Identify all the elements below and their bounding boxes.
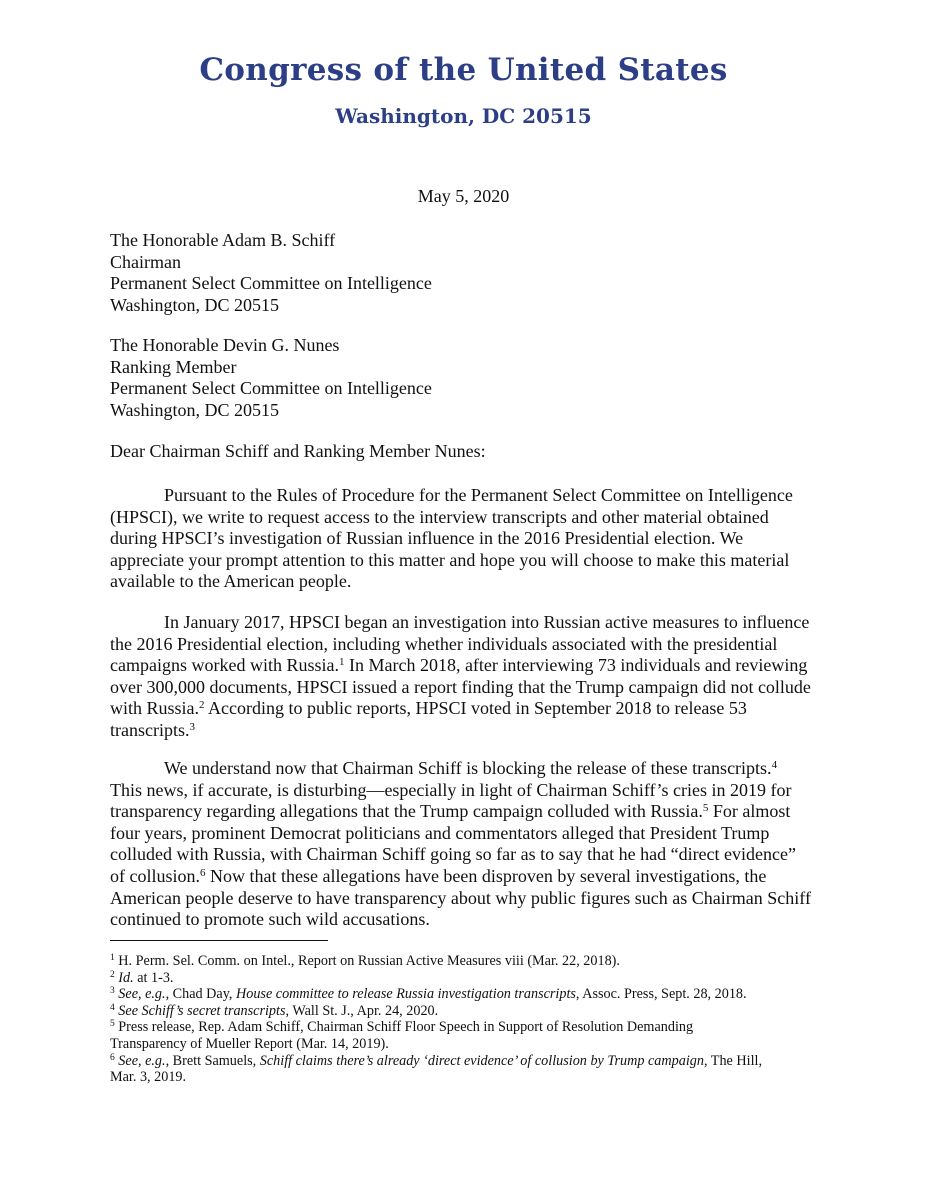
footnote-4 xyxy=(110,1003,830,1020)
recipient-line: Permanent Select Committee on Intelligence xyxy=(110,273,432,294)
footnote-1 xyxy=(110,953,830,970)
footnote-text: at 1-3. xyxy=(133,969,174,986)
footnote-2 xyxy=(110,970,830,987)
line-text: In March 2018, after interviewing 73 individuals and reviewing xyxy=(344,655,808,676)
footnote-text: House committee to release Russia investigation transcripts xyxy=(235,986,576,1003)
line-text: According to public reports, HPSCI voted in September 2018 to release 53 xyxy=(204,698,747,719)
paragraph-line xyxy=(110,866,830,888)
line-text: campaigns worked with Russia. xyxy=(110,655,339,676)
footnote-mark: 5 xyxy=(110,1019,115,1030)
footnote-mark: 1 xyxy=(110,953,115,963)
footnote-text: Id. xyxy=(118,969,134,986)
letterhead-address: Washington, DC 20515 xyxy=(335,104,592,128)
footnote-6 xyxy=(110,1053,830,1070)
paragraph-line xyxy=(110,801,830,823)
recipient-line: The Honorable Devin G. Nunes xyxy=(110,335,340,355)
footnote-6-cont: Mar. 3, 2019. xyxy=(110,1069,187,1086)
footnote-text: See, e.g. xyxy=(118,1052,166,1069)
paragraph-line: appreciate your prompt attention to this matter and hope you will choose to make this material xyxy=(110,549,790,570)
footnote-ref: 1 xyxy=(338,656,345,669)
footnote-ref: 4 xyxy=(771,759,778,771)
footnote-mark: 4 xyxy=(110,1002,115,1013)
paragraph-line xyxy=(110,655,830,677)
recipient-block-nunes xyxy=(110,335,830,421)
footnote-ref: 2 xyxy=(199,699,205,712)
paragraph-line: colluded with Russia, with Chairman Schiff going so far as to say that he had “direct evidence” xyxy=(110,844,796,865)
recipient-line: Permanent Select Committee on Intelligence xyxy=(110,378,432,399)
letterhead-title: Congress of the United States xyxy=(199,52,728,88)
paragraph-line: available to the American people. xyxy=(110,571,352,592)
paragraph-line: four years, prominent Democrat politicians and commentators alleged that President Trump xyxy=(110,822,770,843)
footnote-text: , Assoc. Press, Sept. 28, 2018. xyxy=(575,986,747,1003)
paragraph-line: Pursuant to the Rules of Procedure for the Permanent Select Committee on Intelligence xyxy=(164,485,793,505)
paragraph-line: continued to promote such wild accusations. xyxy=(110,909,430,930)
recipient-line: The Honorable Adam B. Schiff xyxy=(110,230,336,250)
footnote-3 xyxy=(110,986,830,1003)
footnote-mark: 6 xyxy=(110,1052,115,1063)
footnote-ref: 6 xyxy=(200,866,206,879)
paragraph-line: the 2016 Presidential election, including whether individuals associated with the presidential xyxy=(110,633,778,654)
footnote-text: See Schiff’s secret transcripts xyxy=(118,1002,286,1019)
footnote-5-cont: Transparency of Mueller Report (Mar. 14, 2019). xyxy=(110,1035,389,1052)
line-text: Now that these allegations have been disproven by several investigations, the xyxy=(205,865,767,886)
line-text: For almost xyxy=(708,801,791,822)
footnote-5 xyxy=(110,1019,830,1036)
line-text: of collusion. xyxy=(110,865,200,886)
recipient-block-schiff xyxy=(110,230,830,316)
footnote-ref: 5 xyxy=(702,802,709,815)
recipient-line: Washington, DC 20515 xyxy=(110,294,280,315)
body-paragraph-1 xyxy=(110,485,830,593)
body-paragraph-2 xyxy=(110,612,830,742)
paragraph-line xyxy=(110,720,830,742)
footnote-text: H. Perm. Sel. Comm. on Intel., Report on Russian Active Measures viii (Mar. 22, 2018). xyxy=(118,953,620,969)
body-paragraph-3 xyxy=(110,758,830,931)
line-text: with Russia. xyxy=(110,698,200,719)
footnote-ref: 3 xyxy=(189,720,195,733)
footnote-mark: 3 xyxy=(110,986,115,997)
footnote-text: , The Hill, xyxy=(703,1052,763,1069)
footnote-mark: 2 xyxy=(110,969,115,980)
footnote-text: See, e.g. xyxy=(118,986,166,1003)
paragraph-line: In January 2017, HPSCI began an investigation into Russian active measures to influence xyxy=(164,612,810,632)
paragraph-line xyxy=(110,758,830,780)
line-text: We understand now that Chairman Schiff is blocking the release of these transcripts. xyxy=(164,758,772,778)
paragraph-line: American people deserve to have transparency about why public figures such as Chairman Schiff xyxy=(110,887,811,908)
salutation xyxy=(110,441,830,463)
footnote-text: , Wall St. J., Apr. 24, 2020. xyxy=(285,1002,439,1019)
letter-date: May 5, 2020 xyxy=(417,186,510,206)
footnote-text: , Chad Day, xyxy=(165,986,236,1003)
line-text: transcripts. xyxy=(110,719,190,740)
footnote-text: , Brett Samuels, xyxy=(165,1052,260,1069)
salutation-text: Dear Chairman Schiff and Ranking Member Nunes: xyxy=(110,441,486,461)
paragraph-line: over 300,000 documents, HPSCI issued a report finding that the Trump campaign did not collude xyxy=(110,676,811,697)
paragraph-line: This news, if accurate, is disturbing—especially in light of Chairman Schiff’s cries in 2019 for xyxy=(110,779,792,800)
footnote-text: Schiff claims there’s already ‘direct evidence’ of collusion by Trump campaign xyxy=(259,1052,704,1069)
recipient-line: Washington, DC 20515 xyxy=(110,399,280,420)
recipient-line: Ranking Member xyxy=(110,356,237,377)
paragraph-line: during HPSCI’s investigation of Russian influence in the 2016 Presidential election. We xyxy=(110,528,744,549)
footnotes xyxy=(110,953,830,1086)
line-text: transparency regarding allegations that the Trump campaign colluded with Russia. xyxy=(110,801,703,822)
footnote-divider xyxy=(110,940,328,941)
recipient-line: Chairman xyxy=(110,251,181,272)
paragraph-line: (HPSCI), we write to request access to the interview transcripts and other material obtained xyxy=(110,506,769,527)
footnote-text: Press release, Rep. Adam Schiff, Chairman Schiff Floor Speech in Support of Resolution Demanding xyxy=(118,1019,694,1036)
paragraph-line xyxy=(110,698,830,720)
